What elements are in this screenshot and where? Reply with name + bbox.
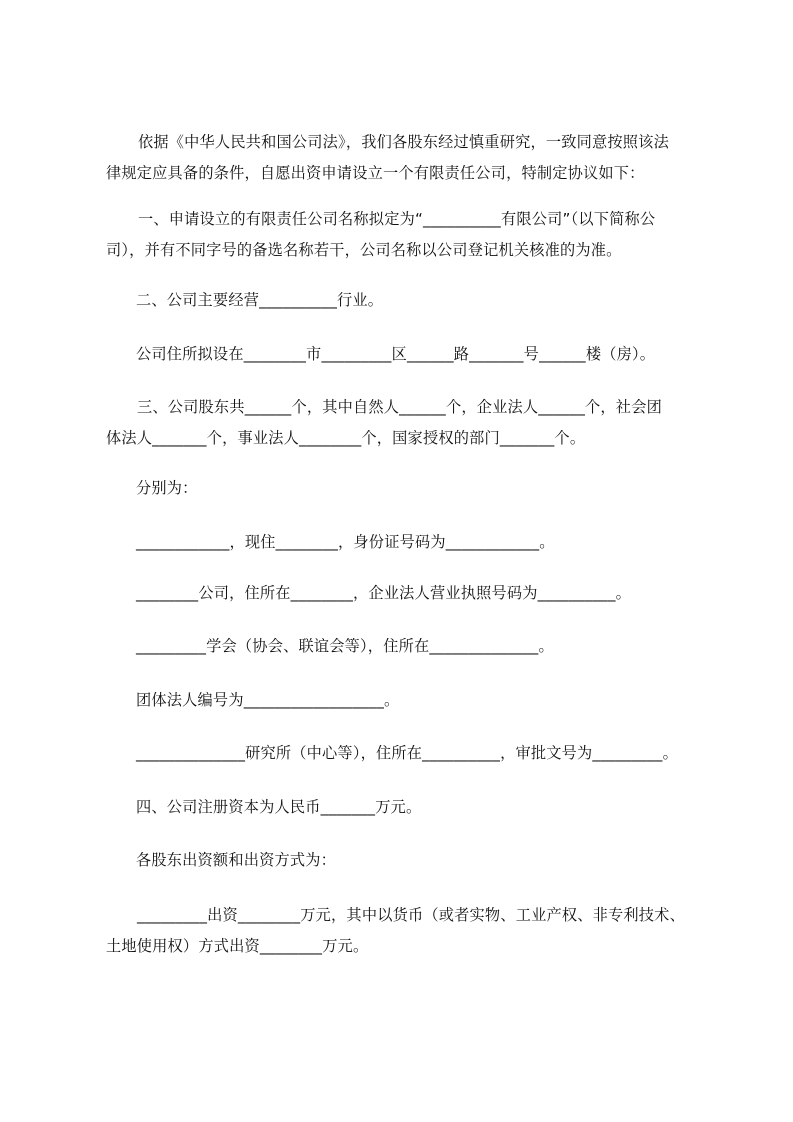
paragraph-clause-2-business (106, 285, 696, 316)
text-line: 依据《中华人民共和国公司法》，我们各股东经过慎重研究，一致同意按照该法 (138, 133, 669, 151)
text-line: 团体法人编号为__________________。 (136, 691, 400, 709)
paragraph-natural-person (106, 527, 696, 558)
paragraph-respectively (106, 473, 696, 504)
paragraph-clause-4-registered-capital (106, 792, 696, 823)
text-line: 体法人_______个，事业法人________个，国家授权的部门_______个。 (106, 429, 586, 447)
paragraph-society (106, 631, 696, 662)
text-line: 土地使用权）方式出资________万元。 (106, 937, 369, 955)
text-line: 各股东出资额和出资方式为： (136, 851, 337, 869)
paragraph-contribution-methods (106, 845, 696, 876)
paragraph-preamble (106, 127, 696, 189)
paragraph-enterprise-legal-person (106, 578, 696, 609)
text-line: ________公司，住所在________，企业法人营业执照号码为__________。 (136, 584, 631, 602)
text-line: 公司住所拟设在________市_________区______路_______号______楼（房）。 (136, 345, 656, 363)
text-line: ______________研究所（中心等），住所在__________，审批文号为_________。 (136, 744, 678, 762)
text-line: _________出资________万元，其中以货币（或者实物、工业产权、非专利技术、 (137, 906, 685, 924)
text-line: 律规定应具备的条件，自愿出资申请设立一个有限责任公司，特制定协议如下： (106, 164, 645, 182)
paragraph-company-address (106, 339, 696, 370)
paragraph-clause-1-company-name (106, 204, 696, 266)
text-line: 四、公司注册资本为人民币_______万元。 (136, 798, 422, 816)
paragraph-clause-3-shareholders (106, 392, 696, 454)
paragraph-contribution-details (106, 900, 696, 962)
text-line: 三、公司股东共______个，其中自然人______个，企业法人______个，社会团 (137, 398, 662, 416)
text-line: 司），并有不同字号的备选名称若干，公司名称以公司登记机关核准的为准。 (106, 241, 622, 259)
text-line: ____________，现住________，身份证号码为____________。 (136, 533, 555, 551)
paragraph-research-institute (106, 738, 696, 769)
paragraph-group-legal-person-number (106, 685, 696, 716)
text-line: 分别为： (136, 479, 198, 497)
text-line: 一、申请设立的有限责任公司名称拟定为“__________有限公司”（以下简称公 (138, 210, 656, 228)
text-line: _________学会（协会、联谊会等），住所在______________。 (136, 637, 554, 655)
text-line: 二、公司主要经营__________行业。 (136, 291, 384, 309)
